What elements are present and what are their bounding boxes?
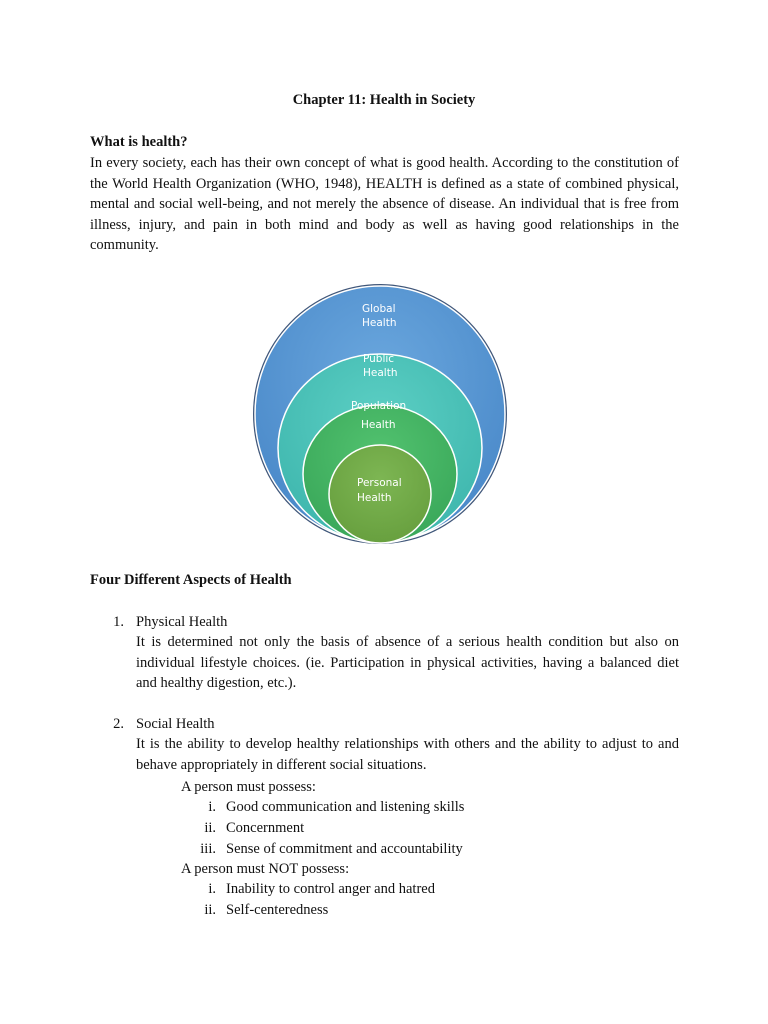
section-heading-what-is-health: What is health? [90,134,188,150]
global-health-label-1: Global [362,303,396,315]
list-item: Self-centeredness [226,902,329,918]
section-heading-four-aspects: Four Different Aspects of Health [90,572,292,588]
list-item: Concernment [226,820,305,836]
population-health-label-2: Health [361,419,396,431]
roman-numeral: i. [208,799,216,815]
page-title: Chapter 11: Health in Society [292,92,476,108]
list-number: 1. [113,614,124,630]
personal-health-label-2: Health [357,492,392,504]
roman-numeral: iii. [200,841,216,857]
social-health-description: It is the ability to develop healthy relationships with others and the ability to adjust to and behave appropriately in different social situations. [136,736,679,773]
roman-numeral: ii. [204,902,216,918]
roman-numeral: ii. [204,820,216,836]
must-not-possess-label: A person must NOT possess: [181,861,350,877]
global-health-label-2: Health [362,317,397,329]
health-levels-diagram [250,282,510,546]
physical-health-title: Physical Health [136,614,228,630]
must-possess-label: A person must possess: [181,779,316,795]
public-health-label-2: Health [363,367,398,379]
list-item: Inability to control anger and hatred [226,881,435,897]
physical-health-description: It is determined not only the basis of absence of a serious health condition but also on individual lifestyle choices. (ie. Participation in physical activities, having a balanced diet and healthy digestion, etc.). [136,634,679,692]
personal-health-label-1: Personal [357,477,402,489]
public-health-label-1: Public [363,353,395,365]
roman-numeral: i. [208,881,216,897]
health-definition-paragraph: In every society, each has their own concept of what is good health. According to the constitution of the World Health Organization (WHO, 1948), HEALTH is defined as a state of combined physical, mental and social well-being, and not merely the absence of disease. An individual that is free from illness, injury, and pain in both mind and body as well as having good relationships in the community. [90,155,679,254]
list-item: Good communication and listening skills [226,799,465,815]
list-item: Sense of commitment and accountability [226,841,463,857]
population-health-label-1: Population [351,400,407,412]
social-health-title: Social Health [136,716,215,732]
list-number: 2. [113,716,124,732]
